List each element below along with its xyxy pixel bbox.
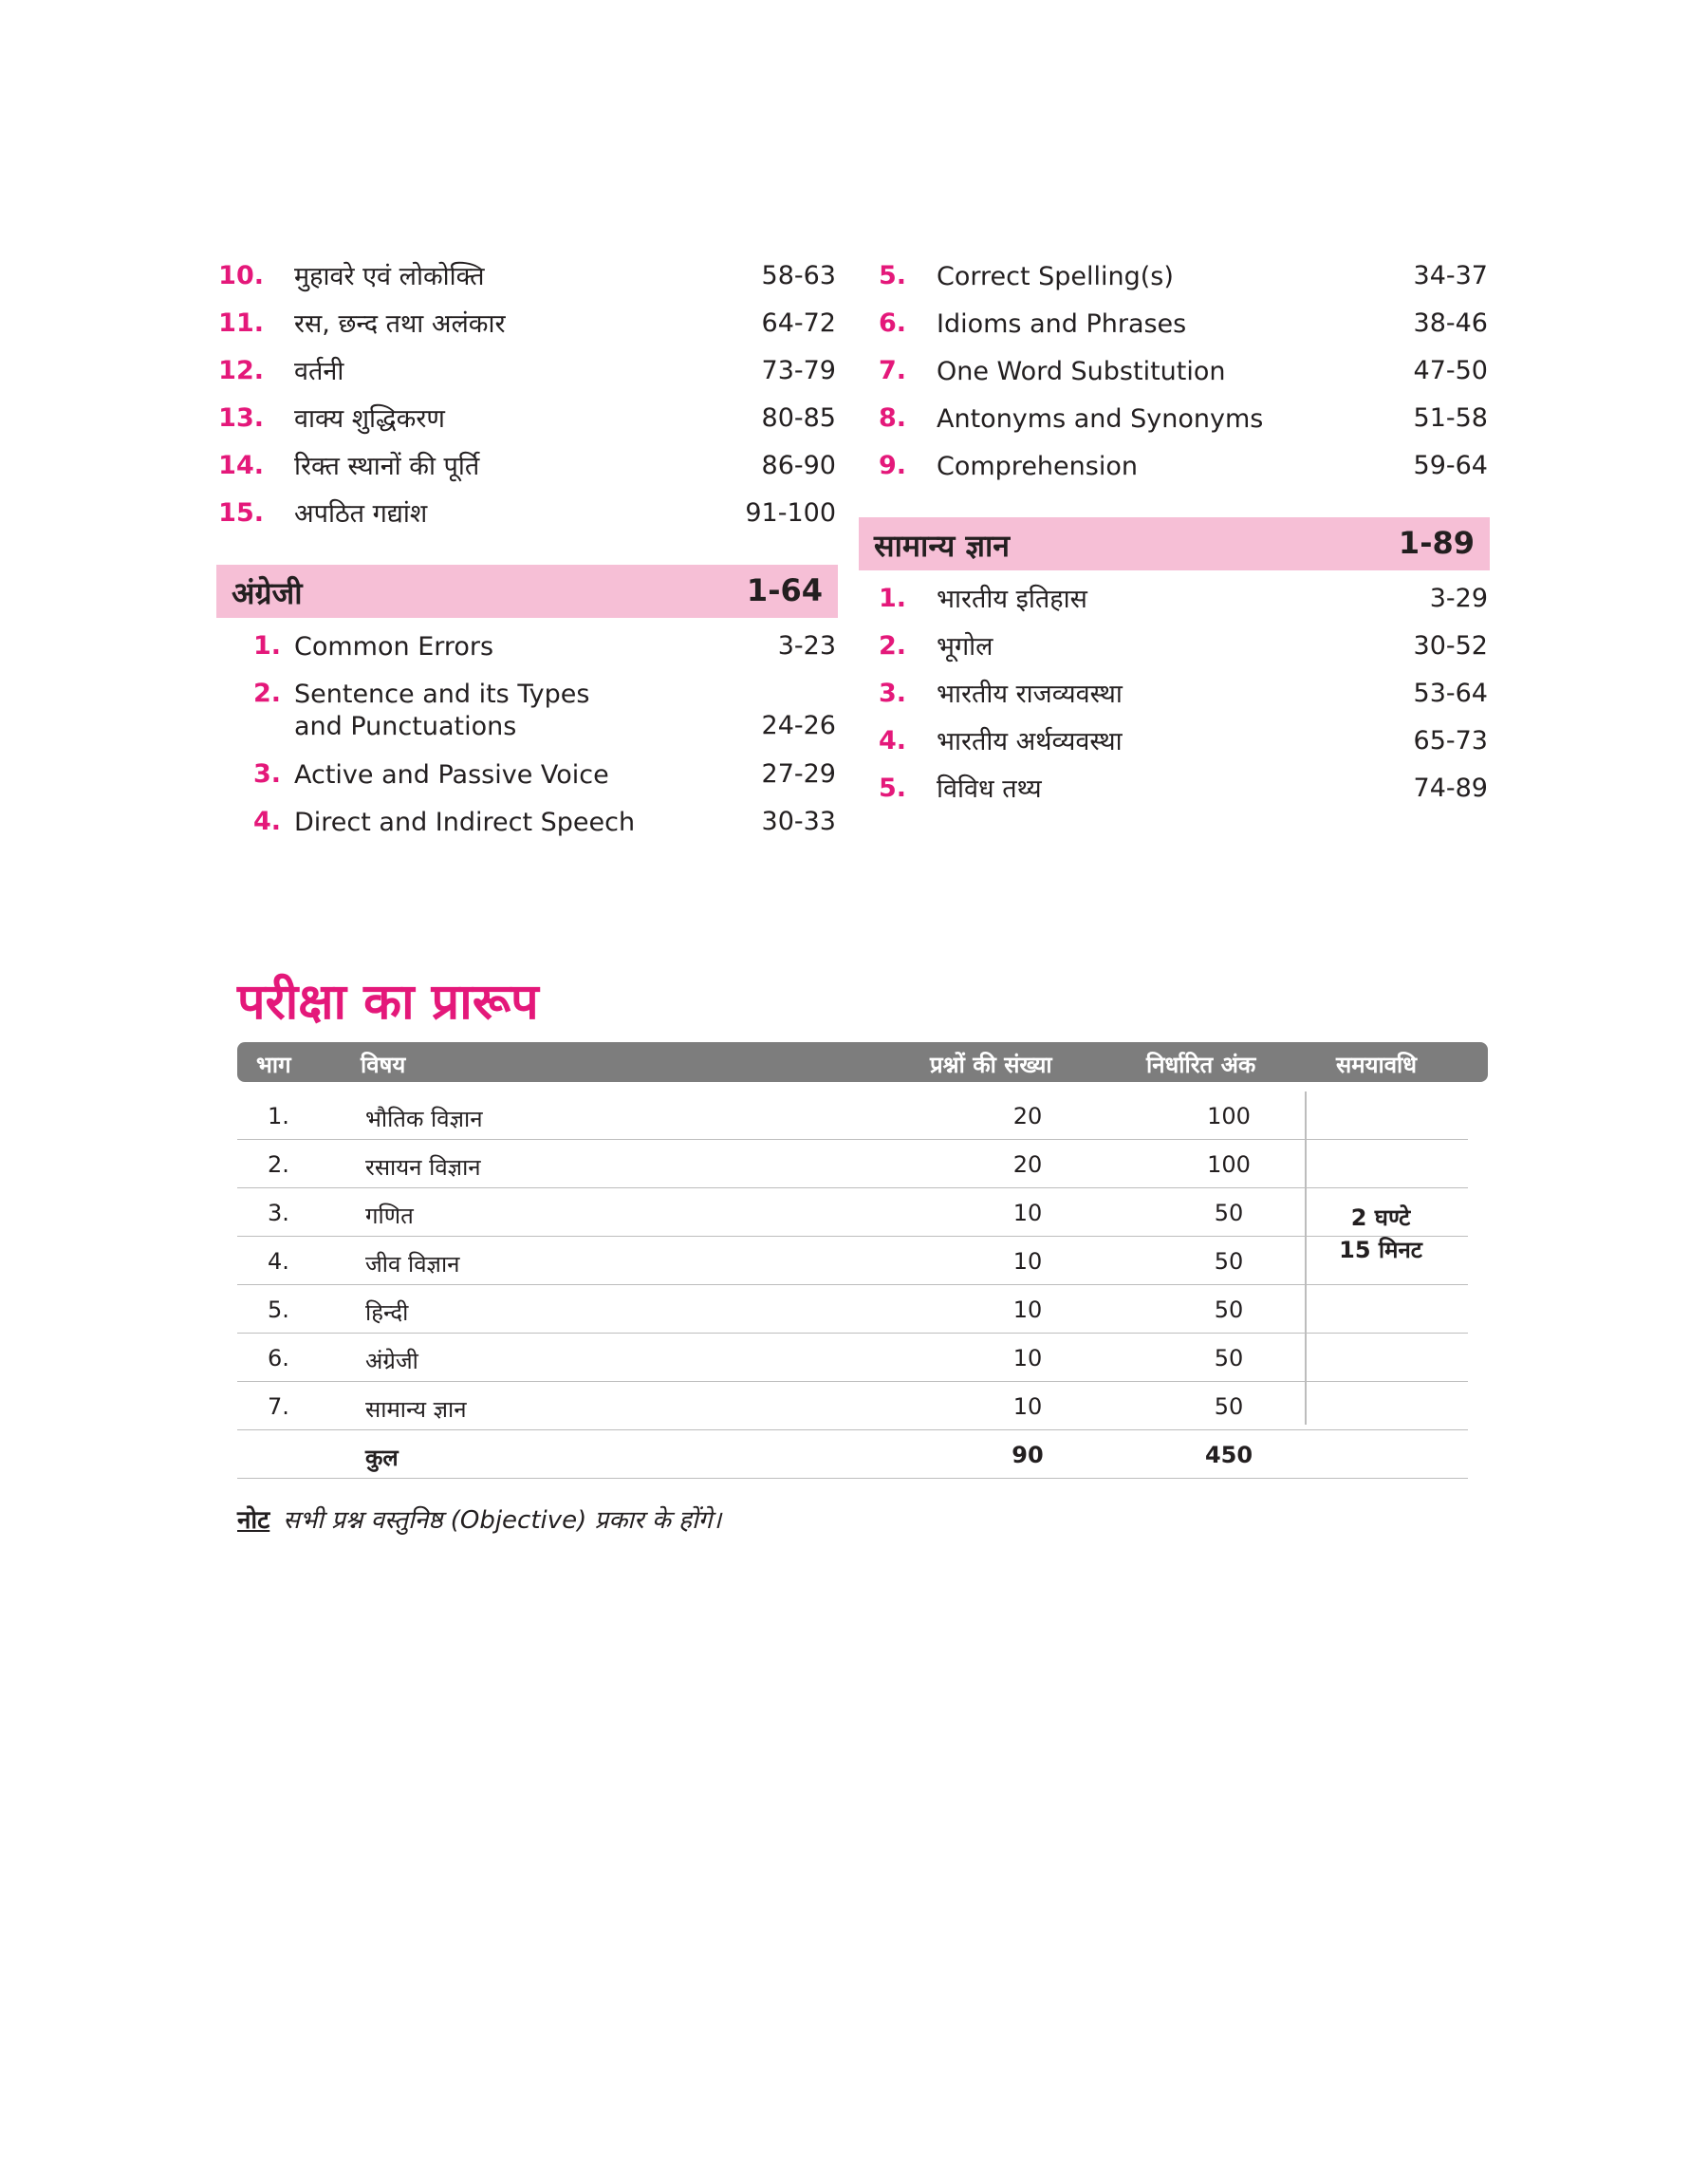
- item-title: भारतीय राजव्यवस्था: [937, 680, 1123, 709]
- item-pages: 3-29: [1429, 584, 1488, 613]
- item-pages: 59-64: [1413, 451, 1488, 480]
- item-number: 11.: [218, 308, 264, 338]
- item-number: 9.: [878, 451, 906, 480]
- table-row: [237, 1334, 1468, 1382]
- header-part: भाग: [256, 1052, 291, 1078]
- item-pages: 38-46: [1413, 308, 1488, 338]
- item-title: Antonyms and Synonyms: [937, 404, 1264, 434]
- item-pages: 34-37: [1413, 261, 1488, 290]
- item-number: 7.: [878, 356, 906, 385]
- cell-subject: रसायन विज्ञान: [365, 1154, 481, 1181]
- toc-item[interactable]: [216, 498, 838, 546]
- item-title: विविध तथ्य: [937, 774, 1042, 804]
- section-title: अंग्रेजी: [232, 575, 303, 611]
- toc-item[interactable]: [859, 451, 1490, 498]
- table-header: [237, 1042, 1488, 1082]
- cell-questions: 10: [1012, 1345, 1043, 1371]
- table-body: [237, 1092, 1468, 1479]
- item-pages: 27-29: [761, 759, 836, 789]
- toc-item[interactable]: [859, 584, 1490, 631]
- item-pages: 30-33: [761, 807, 836, 836]
- item-pages: 65-73: [1413, 726, 1488, 756]
- item-title: Direct and Indirect Speech: [294, 808, 636, 837]
- cell-subject: सामान्य ज्ञान: [365, 1396, 467, 1423]
- toc-item[interactable]: [859, 356, 1490, 403]
- item-pages: 74-89: [1413, 774, 1488, 803]
- cell-questions: 10: [1012, 1393, 1043, 1420]
- item-title: Common Errors: [294, 632, 494, 662]
- table-row: [237, 1188, 1468, 1237]
- cell-marks: 50: [1214, 1248, 1244, 1275]
- header-duration: समयावधि: [1336, 1052, 1418, 1078]
- cell-marks: 100: [1207, 1151, 1251, 1178]
- item-title: मुहावरे एवं लोकोक्ति: [294, 262, 485, 291]
- toc-item[interactable]: [859, 726, 1490, 774]
- item-pages: 80-85: [761, 403, 836, 433]
- table-row: [237, 1140, 1468, 1188]
- item-pages: 51-58: [1413, 403, 1488, 433]
- note-text: सभी प्रश्न वस्तुनिष्ठ (Objective) प्रकार के होंगे।: [283, 1506, 722, 1535]
- item-title: भूगोल: [937, 632, 993, 662]
- item-title: वाक्य शुद्धिकरण: [294, 404, 445, 434]
- cell-questions: 10: [1012, 1297, 1043, 1323]
- note-label: नोट: [237, 1506, 270, 1535]
- toc-item[interactable]: [859, 774, 1490, 821]
- cell-no: 2.: [268, 1151, 289, 1178]
- toc-item[interactable]: [859, 403, 1490, 451]
- item-title: अपठित गद्यांश: [294, 499, 428, 529]
- cell-subject: जीव विज्ञान: [365, 1251, 460, 1278]
- item-title: भारतीय अर्थव्यवस्था: [937, 727, 1123, 756]
- item-title: Idioms and Phrases: [937, 309, 1187, 339]
- item-title: भारतीय इतिहास: [937, 585, 1087, 614]
- item-pages: 3-23: [777, 631, 836, 661]
- toc-item[interactable]: [216, 679, 838, 759]
- toc-item[interactable]: [859, 308, 1490, 356]
- total-label: कुल: [365, 1445, 399, 1471]
- toc-item[interactable]: [859, 261, 1490, 308]
- item-title: One Word Substitution: [937, 357, 1226, 386]
- toc-item[interactable]: [216, 308, 838, 356]
- total-questions: 90: [1012, 1442, 1044, 1468]
- table-row: [237, 1092, 1468, 1140]
- toc-item[interactable]: [216, 356, 838, 403]
- cell-no: 4.: [268, 1248, 289, 1275]
- item-pages: 73-79: [761, 356, 836, 385]
- contents-right-column: [859, 261, 1490, 821]
- cell-marks: 50: [1214, 1393, 1244, 1420]
- cell-no: 3.: [268, 1200, 289, 1226]
- section-band-gk: [859, 517, 1490, 570]
- total-marks: 450: [1204, 1442, 1253, 1468]
- toc-item[interactable]: [859, 631, 1490, 679]
- cell-no: 6.: [268, 1345, 289, 1371]
- cell-questions: 20: [1012, 1103, 1043, 1129]
- cell-no: 1.: [268, 1103, 289, 1129]
- item-number: 5.: [878, 261, 906, 290]
- item-title: Active and Passive Voice: [294, 760, 609, 790]
- item-number: 1.: [878, 584, 906, 613]
- item-number: 8.: [878, 403, 906, 433]
- exam-note: [237, 1502, 721, 1536]
- toc-item[interactable]: [216, 261, 838, 308]
- exam-pattern-table: [237, 1042, 1488, 1479]
- cell-questions: 20: [1012, 1151, 1043, 1178]
- cell-subject: अंग्रेजी: [365, 1348, 418, 1374]
- item-number: 2.: [252, 679, 281, 708]
- section-pages: 1-64: [746, 572, 823, 608]
- section-band-english: [216, 565, 838, 618]
- item-title-line1: Sentence and its Types: [294, 680, 590, 709]
- item-number: 12.: [218, 356, 264, 385]
- exam-pattern-heading: परीक्षा का प्रारूप: [237, 974, 539, 1031]
- table-row: [237, 1382, 1468, 1430]
- item-number: 5.: [878, 774, 906, 803]
- item-pages: 47-50: [1413, 356, 1488, 385]
- item-number: 15.: [218, 498, 264, 528]
- header-marks: निर्धारित अंक: [1146, 1052, 1256, 1078]
- cell-no: 7.: [268, 1393, 289, 1420]
- cell-no: 5.: [268, 1297, 289, 1323]
- item-title: Correct Spelling(s): [937, 262, 1174, 291]
- cell-questions: 10: [1012, 1200, 1043, 1226]
- item-title: रस, छन्द तथा अलंकार: [294, 309, 506, 339]
- item-number: 4.: [252, 807, 281, 836]
- toc-item[interactable]: [216, 631, 838, 679]
- item-number: 3.: [878, 679, 906, 708]
- item-number: 4.: [878, 726, 906, 756]
- toc-item[interactable]: [216, 807, 838, 854]
- cell-subject: भौतिक विज्ञान: [365, 1106, 483, 1132]
- table-row: [237, 1237, 1468, 1285]
- cell-marks: 100: [1207, 1103, 1251, 1129]
- section-title: सामान्य ज्ञान: [874, 528, 1011, 564]
- item-pages: 91-100: [745, 498, 836, 528]
- item-title: रिक्त स्थानों की पूर्ति: [294, 452, 480, 481]
- section-pages: 1-89: [1398, 525, 1475, 561]
- item-pages: 58-63: [761, 261, 836, 290]
- item-pages: 24-26: [761, 711, 836, 740]
- item-title: Comprehension: [937, 452, 1138, 481]
- duration-line1: 2 घण्टे: [1350, 1204, 1411, 1231]
- item-number: 14.: [218, 451, 264, 480]
- contents-left-column: [216, 261, 838, 854]
- item-number: 1.: [252, 631, 281, 661]
- cell-marks: 50: [1214, 1297, 1244, 1323]
- item-pages: 86-90: [761, 451, 836, 480]
- header-subject: विषय: [361, 1052, 406, 1078]
- duration-line2: 15 मिनट: [1339, 1237, 1422, 1263]
- header-questions: प्रश्नों की संख्या: [930, 1052, 1052, 1078]
- cell-subject: हिन्दी: [365, 1299, 409, 1326]
- cell-subject: गणित: [365, 1203, 414, 1229]
- item-pages: 30-52: [1413, 631, 1488, 661]
- table-row: [237, 1285, 1468, 1334]
- item-title: [294, 679, 589, 743]
- cell-marks: 50: [1214, 1345, 1244, 1371]
- item-pages: 64-72: [761, 308, 836, 338]
- table-total-row: [237, 1430, 1468, 1479]
- item-number: 10.: [218, 261, 264, 290]
- cell-questions: 10: [1012, 1248, 1043, 1275]
- cell-marks: 50: [1214, 1200, 1244, 1226]
- item-title-line2: and Punctuations: [294, 712, 517, 741]
- item-number: 2.: [878, 631, 906, 661]
- item-pages: 53-64: [1413, 679, 1488, 708]
- toc-item[interactable]: [216, 451, 838, 498]
- toc-item[interactable]: [216, 403, 838, 451]
- item-title: वर्तनी: [294, 357, 344, 386]
- item-number: 3.: [252, 759, 281, 789]
- item-number: 13.: [218, 403, 264, 433]
- toc-item[interactable]: [216, 759, 838, 807]
- toc-item[interactable]: [859, 679, 1490, 726]
- item-number: 6.: [878, 308, 906, 338]
